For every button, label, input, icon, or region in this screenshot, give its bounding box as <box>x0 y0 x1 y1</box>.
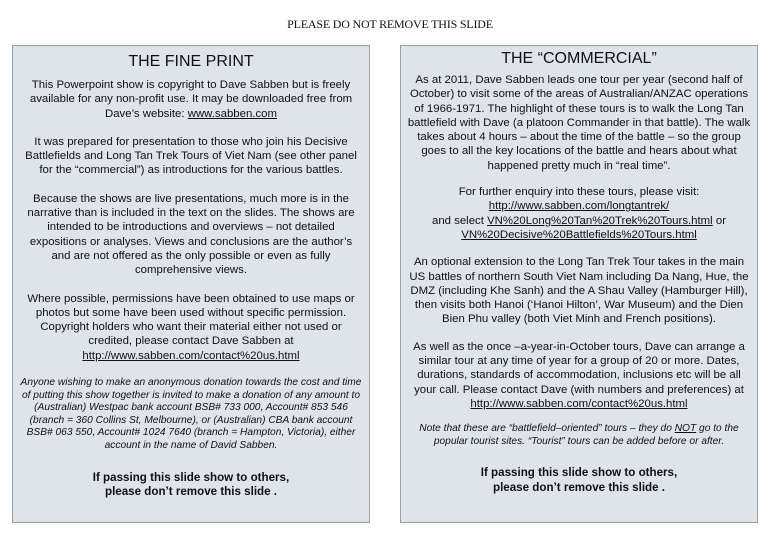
select-text: and select <box>431 214 488 227</box>
fine-print-title: THE FINE PRINT <box>128 53 254 70</box>
note-text-after: go to the popular tourist sites. “Tourist” tours can be added before or after. <box>433 423 739 447</box>
footer-line-1: If passing this slide show to others, <box>92 470 290 484</box>
slide-title: PLEASE DO NOT REMOVE THIS SLIDE <box>287 17 493 31</box>
long-tan-tours-link[interactable]: VN%20Long%20Tan%20Trek%20Tours.html <box>487 214 713 227</box>
purpose-paragraph: It was prepared for presentation to those who join his Decisive Battlefields and Long Tan Trek Tours of Viet Nam (see other panel for the “commercial”) as introductions for the various battles. <box>25 135 357 177</box>
donation-paragraph: Anyone wishing to make an anonymous donation towards the cost and time of putting this show together is invited to make a donation of any amount to (Australian) Westpac bank account BSB# 733 000, Account# 853 546 (branch = 360 Collins St, Melbourne), or (Australian) CBA bank account BSB# 063 550, Account# 1024 7640 (branch = Hampton, Victoria), either account in the name of David Sabben. <box>20 377 362 452</box>
footer-line-1-right: If passing this slide show to others, <box>480 466 678 480</box>
permissions-text: Where possible, permissions have been obtained to use maps or photos but some have been used without specific permission. Copyright holders who want their material either not used or credited, please contact Dave Sabben at <box>27 292 355 348</box>
battlefield-note <box>407 423 751 448</box>
permissions-paragraph <box>19 292 363 363</box>
presentation-paragraph: Because the shows are live presentations, much more is in the narrative than is included in the text on the slides. The shows are intended to be introductions and overviews – not detailed expositions or analyses. Views and conclusions are the author’s and are not offered as the only possible or even as fully comprehensive views. <box>27 192 355 277</box>
footer-line-2-right: please don’t remove this slide . <box>492 480 666 494</box>
or-text: or <box>712 214 726 227</box>
copyright-text: This Powerpoint show is copyright to Dave Sabben but is freely available for any non-profit use. It may be downloaded free from Dave’s website: <box>29 79 353 120</box>
tour-description: As at 2011, Dave Sabben leads one tour per year (second half of October) to visit some of the areas of Australian/ANZAC operations of 1966-1971. The highlight of these tours is to walk the Long Tan battlefield with Dave (a platoon Commander in that battle). The walk takes about 4 hours – about the time of the battle – so the group goes to all the key locations of the battle and hears about what happened pretty much in “real time”. <box>407 74 751 172</box>
contact-link-right[interactable]: http://www.sabben.com/contact%20us.html <box>470 397 688 410</box>
custom-tour-text: As well as the once –a-year-in-October tours, Dave can arrange a similar tour at any time of year for a group of 20 or more. Dates, durations, standards of accommodation, inclusions etc will be all your call. Please contact Dave (with numbers and preferences) at <box>413 340 745 396</box>
enquiry-text: For further enquiry into these tours, please visit: <box>458 186 700 199</box>
decisive-battlefields-link[interactable]: VN%20Decisive%20Battlefields%20Tours.html <box>461 228 697 241</box>
commercial-panel <box>400 45 758 523</box>
enquiry-paragraph <box>407 185 751 242</box>
copyright-paragraph <box>19 78 363 121</box>
footer-notice <box>19 471 363 500</box>
fine-print-panel <box>12 45 370 523</box>
longtantrek-link[interactable]: http://www.sabben.com/longtantrek/ <box>488 200 670 213</box>
note-text-before: Note that these are “battlefield–oriented” tours – they do <box>419 423 675 435</box>
footer-notice-right <box>407 466 751 495</box>
website-link[interactable]: www.sabben.com <box>187 107 277 120</box>
extension-paragraph: An optional extension to the Long Tan Trek Tour takes in the main US battles of northern South Viet Nam including Da Nang, Hue, the DMZ (including Khe Sanh) and the A Shau Valley (Hamburger Hill), then visits both Hanoi (‘Hanoi Hilton’, War Museum) and the Dien Bien Phu valley (both Viet Minh and French positions). <box>409 256 749 326</box>
note-not-emphasis: NOT <box>674 423 697 435</box>
commercial-title: THE “COMMERCIAL” <box>501 50 657 67</box>
custom-tour-paragraph <box>407 340 751 411</box>
footer-line-2: please don’t remove this slide . <box>104 484 278 498</box>
contact-link[interactable]: http://www.sabben.com/contact%20us.html <box>82 349 300 362</box>
